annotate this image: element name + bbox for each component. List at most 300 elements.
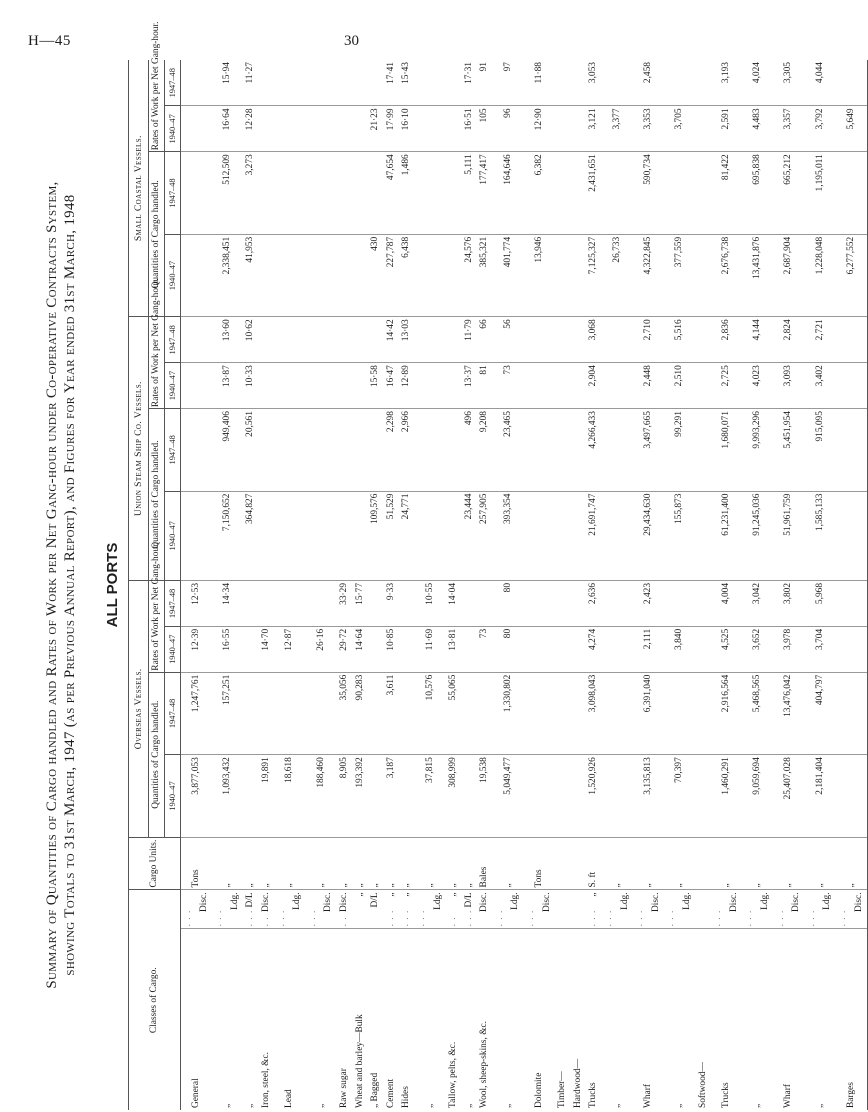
table-cell: 3,497,665 [633, 409, 664, 492]
table-cell [337, 152, 353, 235]
cargo-unit: „ [259, 837, 275, 890]
table-cell: 16·10 [399, 106, 415, 152]
table-cell [353, 363, 369, 409]
cargo-class: Raw sugar [338, 1068, 349, 1108]
table-cell: 5,968 [805, 580, 836, 626]
cargo-unit: „ [384, 837, 400, 890]
cargo-unit: „ [493, 837, 524, 890]
table-row [742, 60, 773, 1110]
table-cell [259, 234, 275, 317]
table-cell [571, 409, 587, 492]
table-cell [243, 672, 259, 755]
table-cell [259, 409, 275, 492]
direction-cell [477, 890, 493, 929]
table-cell: 41,953 [243, 234, 259, 317]
table-cell: 8,905 [337, 755, 353, 838]
table-cell: 23,465 [493, 409, 524, 492]
table-cell: 155,873 [664, 491, 695, 580]
cargo-class: Wharf [783, 1084, 794, 1108]
table-cell [353, 106, 369, 152]
table-cell [353, 152, 369, 235]
table-cell [353, 491, 369, 580]
cargo-unit: „ [742, 837, 773, 890]
table-cell: 2,338,451 [212, 234, 243, 317]
table-cell: 5,649 [836, 106, 868, 152]
table-cell [259, 491, 275, 580]
table-row [571, 60, 587, 1110]
table-cell [664, 152, 695, 235]
table-cell: 51,529 [384, 491, 400, 580]
table-cell [243, 580, 259, 626]
table-cell: 2,725 [711, 363, 742, 409]
table-cell: 3,377 [602, 106, 633, 152]
cargo-unit: „ [275, 837, 306, 890]
table-cell: 3,273 [243, 152, 259, 235]
table-row [384, 60, 400, 1110]
leader-dots: . . . [744, 909, 755, 927]
cargo-direction: Disc. [541, 892, 552, 912]
table-row [805, 60, 836, 1110]
table-cell [306, 580, 337, 626]
leader-dots: . . . [183, 909, 193, 927]
table-cell [181, 106, 213, 152]
leader-dots: . . . [494, 909, 505, 927]
header-year: 1940–47 [165, 626, 181, 672]
table-cell: 33·29 [337, 580, 353, 626]
table-cell: 12·39 [181, 626, 213, 672]
table-cell [337, 234, 353, 317]
table-cell: 2,676,738 [711, 234, 742, 317]
table-row [711, 60, 742, 1110]
table-cell: 6,438 [399, 234, 415, 317]
table-cell [571, 317, 587, 363]
table-cell: 51,961,759 [774, 491, 805, 580]
table-cell: 3,802 [774, 580, 805, 626]
direction-cell [368, 890, 384, 929]
table-cell: 99,291 [664, 409, 695, 492]
table-cell: 5,111 [462, 152, 478, 235]
table-cell: 3,135,813 [633, 755, 664, 838]
table-cell: 3,098,043 [586, 672, 602, 755]
table-cell: 15·43 [399, 60, 415, 106]
table-cell [524, 755, 555, 838]
header-rates: Rates of Work per Net Gang-hour. [149, 60, 165, 152]
table-cell [337, 317, 353, 363]
leader-dots: . . . [416, 909, 427, 927]
table-cell [696, 363, 712, 409]
table-cell: 80 [493, 580, 524, 626]
leader-dots: . . . [635, 909, 646, 927]
table-cell: 19,891 [259, 755, 275, 838]
cargo-unit [555, 837, 571, 890]
table-cell [555, 152, 571, 235]
table-cell: 4,266,433 [586, 409, 602, 492]
table-cell [555, 60, 571, 106]
table-cell: 3,305 [774, 60, 805, 106]
table-cell: 15·77 [353, 580, 369, 626]
table-cell [181, 317, 213, 363]
table-cell: 4,023 [742, 363, 773, 409]
table-row [399, 60, 415, 1110]
table-cell: 17·31 [462, 60, 478, 106]
table-cell [399, 755, 415, 838]
header-year: 1940–47 [165, 755, 181, 838]
table-title: Summary of Quantities of Cargo handled and Rates of Work per Net Gang-hour under Co-operative Contracts System, [44, 181, 60, 989]
header-quantities: Quantities of Cargo handled. [149, 409, 165, 581]
cargo-class: Barges [836, 929, 868, 1110]
direction-cell [633, 890, 664, 929]
table-cell [259, 152, 275, 235]
table-cell [571, 672, 587, 755]
table-cell: 21,691,747 [586, 491, 602, 580]
table-cell: 97 [493, 60, 524, 106]
table-cell: 1,228,048 [805, 234, 836, 317]
leader-dots: . . [338, 916, 349, 927]
table-cell: 1,680,071 [711, 409, 742, 492]
table-row [524, 60, 555, 1110]
table-cell [259, 363, 275, 409]
table-cell [462, 755, 478, 838]
cargo-direction: Disc. [338, 892, 349, 912]
table-cell: 56 [493, 317, 524, 363]
table-cell [368, 672, 384, 755]
table-cell [275, 672, 306, 755]
table-cell [306, 152, 337, 235]
table-cell [415, 317, 446, 363]
direction-cell [742, 890, 773, 929]
table-cell: 14·42 [384, 317, 400, 363]
page-header [28, 33, 680, 53]
direction-cell [353, 890, 369, 929]
table-cell [415, 363, 446, 409]
table-cell: 2,181,404 [805, 755, 836, 838]
table-row [462, 60, 478, 1110]
table-cell [275, 580, 306, 626]
table-cell [337, 491, 353, 580]
table-cell [524, 580, 555, 626]
header-rates: Rates of Work per Net Gang-hour. [149, 317, 165, 409]
table-cell: 70,397 [664, 755, 695, 838]
cargo-direction: Ldg. [229, 892, 240, 910]
cargo-summary-table [128, 21, 868, 1110]
table-cell: 3,187 [384, 755, 400, 838]
header-year: 1940–47 [165, 491, 181, 580]
table-cell [306, 317, 337, 363]
leader-dots: . . . [385, 909, 396, 927]
cargo-class: Cement [385, 1078, 396, 1108]
table-cell: 3,402 [805, 363, 836, 409]
header-quantities: Quantities of Cargo handled. [149, 672, 165, 837]
table-cell: 16·51 [462, 106, 478, 152]
table-cell: 37,815 [415, 755, 446, 838]
table-cell: 3,121 [586, 106, 602, 152]
direction-cell [664, 890, 695, 929]
table-cell: 13·87 [212, 363, 243, 409]
table-row [602, 60, 633, 1110]
leader-dots: . . . [526, 909, 537, 927]
table-cell [836, 626, 868, 672]
cargo-class: Trucks [588, 1082, 599, 1108]
cargo-class: Wheat and barley—Bulk [354, 1014, 365, 1108]
direction-cell [602, 890, 633, 929]
table-cell: 12·90 [524, 106, 555, 152]
header-year: 1947–48 [165, 672, 181, 755]
table-cell: 66 [477, 317, 493, 363]
table-cell [602, 580, 633, 626]
cargo-class: Trucks [720, 1082, 731, 1108]
table-cell: 3,068 [586, 317, 602, 363]
cargo-direction: Disc. [198, 892, 209, 912]
table-cell: 2,423 [633, 580, 664, 626]
header-year: 1940–47 [165, 106, 181, 152]
table-cell [555, 626, 571, 672]
table-cell: 2,721 [805, 317, 836, 363]
table-cell [555, 106, 571, 152]
table-row [664, 60, 695, 1110]
cargo-unit: „ [415, 837, 446, 890]
direction-cell [259, 890, 275, 929]
table-cell: 1,460,291 [711, 755, 742, 838]
table-cell [664, 60, 695, 106]
table-cell [571, 60, 587, 106]
cargo-class: General [190, 1078, 201, 1108]
table-cell [446, 234, 462, 317]
table-cell: 3,705 [664, 106, 695, 152]
leader-dots: . . . [806, 909, 817, 927]
table-cell: 1,486 [399, 152, 415, 235]
table-cell [696, 106, 712, 152]
table-subtitle: showing Totals to 31st March, 1947 (as per Previous Annual Report), and Figures for Year ended 31st March, 1948 [62, 194, 78, 976]
table-cell: 1,195,011 [805, 152, 836, 235]
leader-dots: . . . [463, 909, 474, 927]
cargo-unit: „ [711, 837, 742, 890]
table-cell: 4,274 [586, 626, 602, 672]
table-row [696, 60, 712, 1110]
table-cell: 12·87 [275, 626, 306, 672]
table-cell [664, 672, 695, 755]
header-year: 1947–48 [165, 580, 181, 626]
table-cell [602, 60, 633, 106]
cargo-unit: „ [353, 837, 369, 890]
table-cell: 9,059,694 [742, 755, 773, 838]
header-year: 1947–48 [165, 152, 181, 235]
table-cell: 308,999 [446, 755, 462, 838]
table-cell [181, 363, 213, 409]
table-cell: 188,460 [306, 755, 337, 838]
direction-cell [571, 890, 587, 929]
table-cell: 2,916,564 [711, 672, 742, 755]
table-cell [259, 580, 275, 626]
table-cell [181, 234, 213, 317]
table-cell: 512,509 [212, 152, 243, 235]
table-cell: 10·55 [415, 580, 446, 626]
cargo-unit [696, 837, 712, 890]
table-cell: 14·70 [259, 626, 275, 672]
table-cell: 3,652 [742, 626, 773, 672]
table-cell [602, 363, 633, 409]
table-cell [571, 234, 587, 317]
cargo-class: Wool, sheep-skins, &c. [479, 1021, 490, 1108]
table-cell: 3,704 [805, 626, 836, 672]
table-cell [306, 409, 337, 492]
table-cell [181, 152, 213, 235]
cargo-unit: „ [243, 837, 259, 890]
table-cell [399, 672, 415, 755]
table-cell: 17·99 [384, 106, 400, 152]
table-cell [415, 152, 446, 235]
cargo-direction: Ldg. [682, 892, 692, 910]
direction-cell [337, 890, 353, 929]
direction-cell [524, 890, 555, 929]
table-cell: 12·28 [243, 106, 259, 152]
table-cell [243, 755, 259, 838]
table-cell: 4,483 [742, 106, 773, 152]
direction-cell [243, 890, 259, 929]
table-cell: 5,451,954 [774, 409, 805, 492]
cargo-unit: Bales [477, 837, 493, 890]
table-cell: 10,576 [415, 672, 446, 755]
leader-dots: . . . [604, 909, 615, 927]
table-cell: 257,905 [477, 491, 493, 580]
table-cell [306, 363, 337, 409]
table-cell [524, 409, 555, 492]
table-cell [555, 363, 571, 409]
leader-dots: . . . [713, 909, 724, 927]
table-cell: 5,516 [664, 317, 695, 363]
cargo-direction: Ldg. [619, 892, 630, 910]
direction-cell [384, 890, 400, 929]
table-cell: 13·37 [462, 363, 478, 409]
direction-cell [493, 890, 524, 929]
cargo-class: „ [245, 1103, 256, 1108]
header-year: 1947–48 [165, 60, 181, 106]
table-cell: 3,193 [711, 60, 742, 106]
cargo-direction: Disc. [323, 892, 334, 912]
table-cell: 3,357 [774, 106, 805, 152]
table-cell [555, 317, 571, 363]
table-cell: 105 [477, 106, 493, 152]
table-cell: 24,576 [462, 234, 478, 317]
table-cell: 4,525 [711, 626, 742, 672]
table-cell [368, 626, 384, 672]
table-cell [696, 672, 712, 755]
table-cell [836, 580, 868, 626]
table-cell: 81,422 [711, 152, 742, 235]
table-cell [368, 60, 384, 106]
table-cell: 364,827 [243, 491, 259, 580]
table-cell: 177,417 [477, 152, 493, 235]
table-cell: 2,298 [384, 409, 400, 492]
table-cell: 47,654 [384, 152, 400, 235]
direction-cell [696, 890, 712, 929]
table-cell: 17·41 [384, 60, 400, 106]
table-cell: 3,042 [742, 580, 773, 626]
table-cell [477, 580, 493, 626]
table-cell [415, 491, 446, 580]
table-cell: 81 [477, 363, 493, 409]
table-cell: 157,251 [212, 672, 243, 755]
direction-cell [399, 890, 415, 929]
table-cell: 24,771 [399, 491, 415, 580]
table-cell [353, 317, 369, 363]
table-cell: 393,354 [493, 491, 524, 580]
header-quantities: Quantities of Cargo handled. [149, 152, 165, 317]
table-cell: 90,283 [353, 672, 369, 755]
table-cell: 19,538 [477, 755, 493, 838]
table-cell [353, 60, 369, 106]
table-cell: 2,636 [586, 580, 602, 626]
direction-cell [415, 890, 446, 929]
table-cell: 25,407,028 [774, 755, 805, 838]
table-cell [306, 60, 337, 106]
table-cell [337, 363, 353, 409]
table-cell [836, 672, 868, 755]
cargo-direction: Ldg. [759, 892, 770, 910]
table-cell [259, 672, 275, 755]
table-cell: 6,382 [524, 152, 555, 235]
table-cell: 5,049,477 [493, 755, 524, 838]
table-row [493, 60, 524, 1110]
header-union-steam-ship-vessels: Union Steam Ship Co. Vessels. [129, 317, 149, 581]
table-cell [368, 317, 384, 363]
table-cell: 14·04 [446, 580, 462, 626]
table-cell: 9·33 [384, 580, 400, 626]
table-cell: 91 [477, 60, 493, 106]
table-body [181, 60, 868, 1110]
table-cell: 1,585,133 [805, 491, 836, 580]
table-cell: 3,353 [633, 106, 664, 152]
table-cell [446, 363, 462, 409]
table-cell: 91,245,036 [742, 491, 773, 580]
table-cell: 4,322,845 [633, 234, 664, 317]
header-class-of-cargo: Classes of Cargo. [129, 890, 181, 1110]
cargo-class: „ [674, 1103, 685, 1108]
table-cell [571, 106, 587, 152]
cargo-unit: „ [633, 837, 664, 890]
table-cell [306, 234, 337, 317]
table-cell [399, 580, 415, 626]
leader-dots: . . . [401, 909, 412, 927]
direction-cell [711, 890, 742, 929]
table-cell: 1,330,802 [493, 672, 524, 755]
header-rates: Rates of Work per Net Gang-hour. [149, 580, 165, 672]
cargo-direction: „ [385, 892, 396, 897]
leader-dots: . . . [666, 909, 677, 927]
table-cell: 430 [368, 234, 384, 317]
table-cell [368, 755, 384, 838]
table-cell: 2,904 [586, 363, 602, 409]
cargo-class: „ [315, 1103, 326, 1108]
table-cell: 9,208 [477, 409, 493, 492]
table-cell [446, 106, 462, 152]
leader-dots: . . [448, 916, 459, 927]
cargo-direction: Disc. [650, 892, 661, 912]
table-cell [477, 672, 493, 755]
cargo-direction: D/L [245, 892, 256, 908]
table-row [446, 60, 462, 1110]
table-row [353, 60, 369, 1110]
table-cell [555, 234, 571, 317]
table-cell [181, 60, 213, 106]
table-cell [555, 755, 571, 838]
table-cell: 10·62 [243, 317, 259, 363]
table-cell [306, 491, 337, 580]
table-cell: 7,150,652 [212, 491, 243, 580]
table-cell: 164,646 [493, 152, 524, 235]
table-cell: 13·60 [212, 317, 243, 363]
direction-cell [462, 890, 478, 929]
table-cell: 16·47 [384, 363, 400, 409]
